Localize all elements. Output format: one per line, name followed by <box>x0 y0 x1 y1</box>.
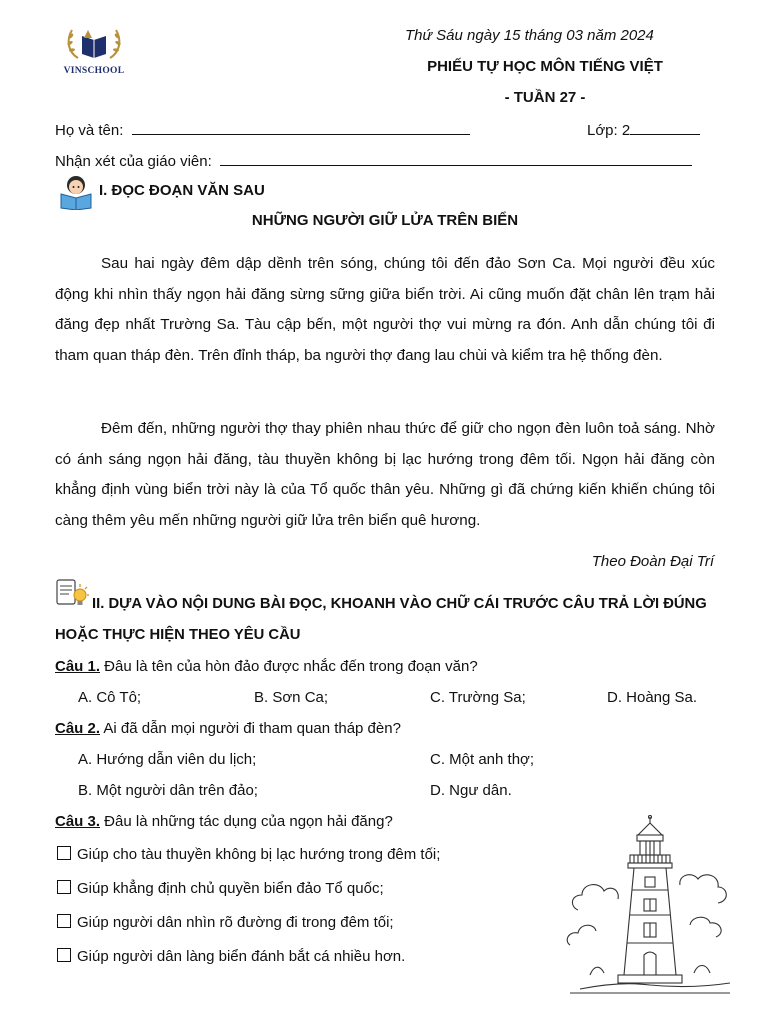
question-1-text: Đâu là tên của hòn đảo được nhắc đến trong đoạn văn? <box>100 658 478 675</box>
story-paragraph-2: Đêm đến, những người thợ thay phiên nhau thức để giữ cho ngọn đèn luôn toả sáng. Nhờ có ánh sáng ngọn hải đăng, tàu thuyền không bị lạc hướng trong đêm tối. Ngọn hải đăng còn khẳng định vùng biển trời này là của Tổ quốc thân yêu. Những gì đã chứng kiến khiến chúng tôi càng thêm yêu mến những người giữ lửa trên biển quê hương. <box>55 420 715 529</box>
q3-choice-3-text: Giúp người dân nhìn rõ đường đi trong đêm tối; <box>77 914 394 931</box>
question-2-text: Ai đã dẫn mọi người đi tham quan tháp đèn? <box>100 720 401 737</box>
q2-option-d: D. Ngư dân. <box>430 782 512 799</box>
q3-choice-4-text: Giúp người dân làng biển đánh bắt cá nhiều hơn. <box>77 948 406 965</box>
school-logo <box>58 24 130 74</box>
logo-text: VINSCHOOL <box>63 66 125 76</box>
class-blank <box>630 120 700 135</box>
lighthouse-illustration <box>560 815 740 995</box>
teacher-comment-label: Nhận xét của giáo viên: <box>55 153 212 170</box>
reading-girl-icon <box>57 172 95 214</box>
q3-choice-4 <box>57 948 405 965</box>
question-2-label: Câu 2. <box>55 720 101 737</box>
story-source: Theo Đoàn Đại Trí <box>591 553 714 570</box>
question-3-label: Câu 3. <box>55 813 101 830</box>
week-label: - TUẦN 27 - <box>504 89 586 106</box>
checkbox-icon <box>57 948 71 962</box>
q3-choice-1-text: Giúp cho tàu thuyền không bị lạc hướng trong đêm tối; <box>77 846 441 863</box>
q1-option-d: D. Hoàng Sa. <box>607 689 698 706</box>
q3-choice-2-text: Giúp khẳng định chủ quyền biển đảo Tổ quốc; <box>77 880 384 897</box>
name-blank <box>132 120 470 135</box>
section2-heading-line1: II. DỰA VÀO NỘI DUNG BÀI ĐỌC, KHOANH VÀO CHỮ CÁI TRƯỚC CÂU TRẢ LỜI ĐÚNG <box>92 596 707 612</box>
name-label: Họ và tên: <box>55 122 124 139</box>
section2-heading-line2: HOẶC THỰC HIỆN THEO YÊU CẦU <box>55 627 301 643</box>
checkbox-icon <box>57 880 71 894</box>
q3-choice-3 <box>57 914 394 931</box>
q2-option-b: B. Một người dân trên đảo; <box>78 782 258 799</box>
date-line: Thứ Sáu ngày 15 tháng 03 năm 2024 <box>405 27 654 44</box>
question-3-text: Đâu là những tác dụng của ngọn hải đăng? <box>100 813 393 830</box>
question-2 <box>55 720 401 737</box>
q1-option-b: B. Sơn Ca; <box>254 689 329 706</box>
story-paragraph-1: Sau hai ngày đêm dập dềnh trên sóng, chúng tôi đến đảo Sơn Ca. Mọi người đều xúc động khi nhìn thấy ngọn hải đăng sừng sững giữa biển trời. Ai cũng muốn đặt chân lên trạm hải đăng đẹp nhất Trường Sa. Tàu cập bến, một người thợ vui mừng ra đón. Anh dẫn chúng tôi đi tham quan tháp đèn. Trên đỉnh tháp, ba người thợ đang lau chùi và kiểm tra hệ thống đèn. <box>55 255 715 364</box>
laurel-book-icon <box>58 24 130 64</box>
q3-choice-2 <box>57 880 384 897</box>
q1-option-c: C. Trường Sa; <box>430 689 526 706</box>
q2-option-c: C. Một anh thợ; <box>430 751 535 768</box>
checkbox-icon <box>57 846 71 860</box>
question-1 <box>55 658 478 675</box>
class-label: Lớp: 2 <box>587 122 631 139</box>
q1-option-a: A. Cô Tô; <box>78 689 142 706</box>
question-3 <box>55 813 393 830</box>
checkbox-icon <box>57 914 71 928</box>
teacher-comment-blank <box>220 151 692 166</box>
class-field <box>587 120 700 139</box>
page-title: PHIẾU TỰ HỌC MÔN TIẾNG VIỆT <box>427 58 663 75</box>
question-1-label: Câu 1. <box>55 658 101 675</box>
lightbulb-worksheet-icon <box>55 578 89 614</box>
name-field <box>55 120 470 139</box>
section1-heading: I. ĐỌC ĐOẠN VĂN SAU <box>99 182 265 199</box>
teacher-comment-field <box>55 151 692 170</box>
story-title: NHỮNG NGƯỜI GIỮ LỬA TRÊN BIỂN <box>251 212 519 229</box>
q3-choice-1 <box>57 846 440 863</box>
q2-option-a: A. Hướng dẫn viên du lịch; <box>78 751 257 768</box>
